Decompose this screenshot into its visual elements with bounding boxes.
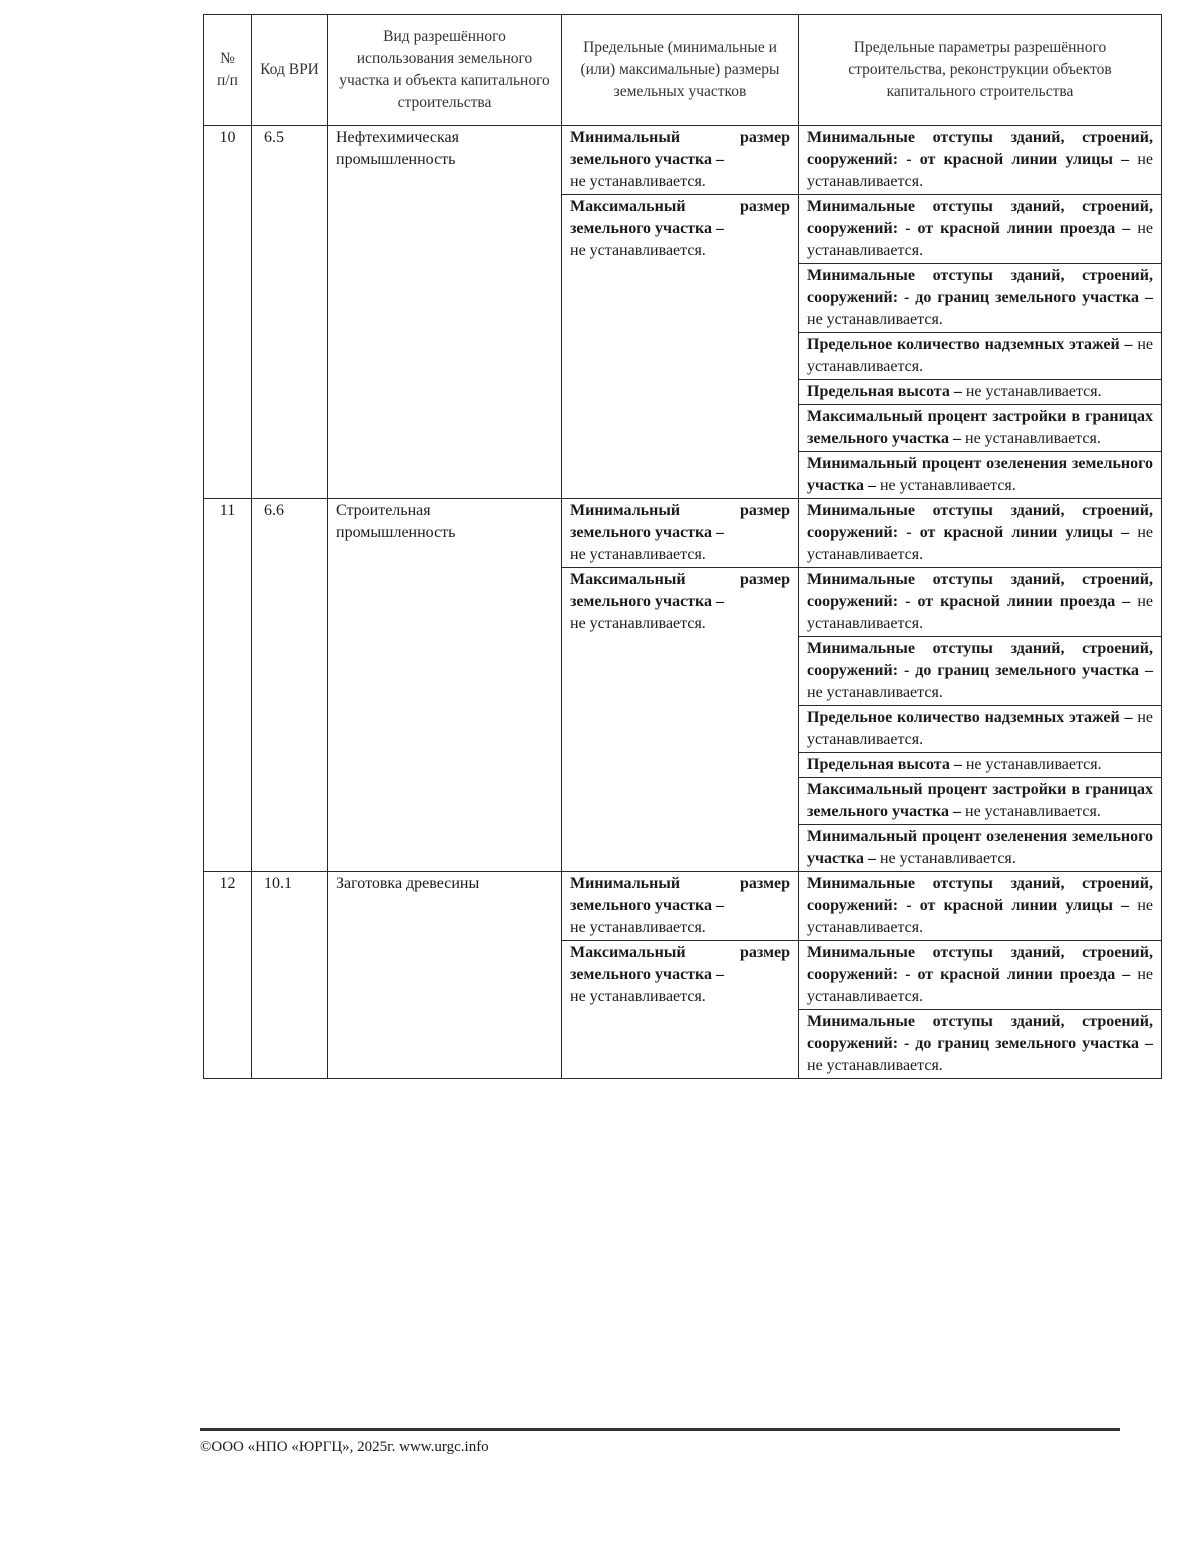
size-value: не устанавливается. [570,988,706,1005]
param-label: Минимальный процент озеленения земельного участка – [807,455,1153,494]
size-label: Максимальный размер земельного участка – [570,571,790,610]
construction-param [799,637,1162,706]
size-value: не устанавливается. [570,919,706,936]
table-row [204,872,1162,941]
construction-param [799,872,1162,941]
row-code: 10.1 [252,872,328,1079]
table-row [204,499,1162,568]
size-label: Максимальный размер земельного участка – [570,944,790,983]
header-number: № п/п [204,15,252,126]
construction-param [799,568,1162,637]
size-label: Минимальный размер земельного участка – [570,875,790,914]
footer-divider [200,1428,1120,1431]
construction-param [799,706,1162,753]
construction-param [799,333,1162,380]
construction-param [799,195,1162,264]
construction-param [799,264,1162,333]
param-label: Предельная высота – [807,756,962,773]
regulations-table [203,14,1162,1079]
construction-param [799,753,1162,778]
footer-copyright: ©ООО «НПО «ЮРГЦ», 2025г. www.urgc.info [200,1439,489,1455]
header-code: Код ВРИ [252,15,328,126]
row-use-name: Строительная промышленность [328,499,562,872]
param-value: не устанавливается. [807,966,1153,1005]
param-value: не устанавливается. [807,1057,943,1074]
max-plot-size [562,195,799,499]
param-value: не устанавливается. [965,756,1102,773]
size-label: Минимальный размер земельного участка – [570,129,790,168]
param-value: не устанавливается. [807,524,1154,563]
header-plot-sizes: Предельные (минимальные и (или) максимальные) размеры земельных участков [562,15,799,126]
max-plot-size [562,568,799,872]
param-value: не устанавливается. [965,803,1101,820]
param-label: Минимальные отступы зданий, строений, сооружений: - от красной линии улицы – [807,129,1153,168]
param-value: не устанавливается. [807,220,1153,259]
size-value: не устанавливается. [570,173,706,190]
row-number: 10 [204,126,252,499]
param-value: не устанавливается. [807,709,1154,748]
construction-param [799,126,1162,195]
row-use-name: Заготовка древесины [328,872,562,1079]
row-code: 6.5 [252,126,328,499]
table-row [204,126,1162,195]
construction-param [799,380,1162,405]
param-label: Максимальный процент застройки в границах земельного участка – [807,781,1153,820]
param-value: не устанавливается. [807,151,1154,190]
param-value: не устанавливается. [807,897,1154,936]
construction-param [799,1010,1162,1079]
size-label: Минимальный размер земельного участка – [570,502,790,541]
size-value: не устанавливается. [570,615,706,632]
min-plot-size [562,126,799,195]
construction-param [799,778,1162,825]
row-number: 11 [204,499,252,872]
construction-param [799,499,1162,568]
min-plot-size [562,872,799,941]
param-label: Минимальные отступы зданий, строений, сооружений: - от красной линии улицы – [807,875,1153,914]
row-code: 6.6 [252,499,328,872]
param-label: Минимальные отступы зданий, строений, сооружений: - до границ земельного участка – [807,267,1153,306]
param-label: Минимальные отступы зданий, строений, сооружений: - до границ земельного участка – [807,1013,1153,1052]
param-label: Предельное количество надземных этажей – [807,336,1133,353]
construction-param [799,941,1162,1010]
param-value: не устанавливается. [965,383,1102,400]
header-construction-params: Предельные параметры разрешённого строительства, реконструкции объектов капитального строительства [799,15,1162,126]
max-plot-size [562,941,799,1079]
param-label: Минимальные отступы зданий, строений, сооружений: - от красной линии проезда – [807,571,1153,610]
row-use-name: Нефтехимическая промышленность [328,126,562,499]
param-value: не устанавливается. [807,311,943,328]
row-number: 12 [204,872,252,1079]
param-label: Минимальный процент озеленения земельного участка – [807,828,1153,867]
param-label: Предельное количество надземных этажей – [807,709,1133,726]
param-value: не устанавливается. [965,430,1101,447]
param-value: не устанавливается. [807,593,1153,632]
size-value: не устанавливается. [570,242,706,259]
param-value: не устанавливается. [879,850,1016,867]
param-label: Максимальный процент застройки в границах земельного участка – [807,408,1153,447]
param-label: Минимальные отступы зданий, строений, сооружений: - до границ земельного участка – [807,640,1153,679]
size-value: не устанавливается. [570,546,706,563]
param-label: Минимальные отступы зданий, строений, сооружений: - от красной линии улицы – [807,502,1153,541]
param-value: не устанавливается. [807,336,1154,375]
param-value: не устанавливается. [879,477,1016,494]
construction-param [799,405,1162,452]
param-label: Минимальные отступы зданий, строений, сооружений: - от красной линии проезда – [807,944,1153,983]
param-value: не устанавливается. [807,684,943,701]
construction-param [799,452,1162,499]
header-use-type: Вид разрешённого использования земельного участка и объекта капитального строительства [328,15,562,126]
construction-param [799,825,1162,872]
param-label: Минимальные отступы зданий, строений, сооружений: - от красной линии проезда – [807,198,1153,237]
size-label: Максимальный размер земельного участка – [570,198,790,237]
table-header-row [204,15,1162,126]
param-label: Предельная высота – [807,383,962,400]
min-plot-size [562,499,799,568]
